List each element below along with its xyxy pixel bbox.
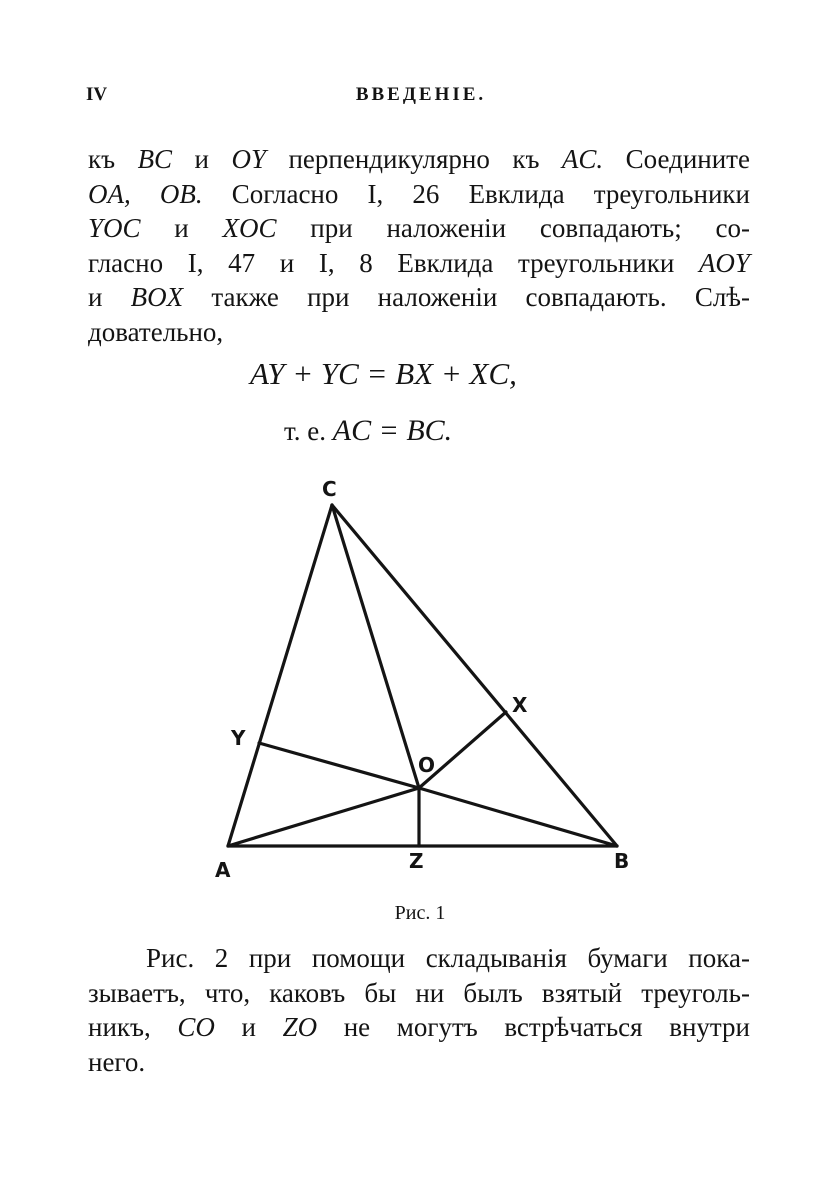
word: при	[248, 943, 292, 973]
text-line	[88, 941, 750, 976]
side-cb	[332, 505, 617, 846]
word: треугольники	[518, 247, 675, 278]
word: 47	[228, 247, 256, 278]
word: треугольники	[593, 178, 750, 209]
word: 8	[359, 247, 373, 278]
word: каковъ	[269, 977, 346, 1008]
text-line	[88, 280, 750, 315]
page-number: IV	[86, 84, 108, 105]
word: совпадають;	[539, 213, 682, 243]
word: довательно,	[88, 316, 224, 347]
word: гласно	[88, 247, 164, 278]
word: CO	[177, 1012, 215, 1042]
word: I,	[318, 247, 335, 278]
text-line	[88, 1010, 750, 1045]
word: AC.	[561, 144, 604, 174]
segment-bo	[419, 788, 617, 846]
text-line	[88, 976, 750, 1011]
paragraph-1	[88, 142, 750, 349]
running-title: ВВЕДЕНІЕ.	[355, 84, 487, 105]
word: Соедините	[625, 144, 750, 174]
word: 2	[214, 943, 229, 973]
word: и	[194, 144, 209, 174]
geometry-figure	[0, 470, 840, 890]
segment-ao	[228, 788, 419, 846]
word: OA,	[88, 178, 131, 209]
text-line	[88, 315, 750, 350]
side-ca	[228, 505, 332, 846]
word: взятый	[541, 977, 623, 1008]
label-c: C	[322, 477, 337, 501]
text-line	[88, 211, 750, 246]
word: при	[310, 213, 353, 243]
word: Слѣ-	[694, 282, 750, 312]
word: AOY	[698, 247, 750, 278]
text-line	[88, 177, 750, 212]
word: BC	[137, 144, 173, 174]
word: Евклида	[397, 247, 494, 278]
word: внутри	[669, 1012, 750, 1042]
word: I,	[367, 178, 384, 209]
word: никъ,	[88, 1012, 151, 1042]
word: 26	[412, 178, 440, 209]
text-line	[88, 246, 750, 281]
word: наложеніи	[377, 282, 498, 312]
word: OB.	[159, 178, 203, 209]
word: и	[88, 282, 103, 312]
label-a: A	[215, 858, 231, 882]
formula-expression: AC = BC.	[332, 414, 453, 447]
formula-sum-equality: AY + YC = BX + XC,	[250, 356, 517, 391]
word: и	[279, 247, 295, 278]
word: треуголь-	[641, 977, 750, 1008]
word: могутъ	[396, 1012, 478, 1042]
label-y: Y	[231, 726, 246, 750]
word: OY	[231, 144, 266, 174]
word: бы	[364, 977, 397, 1008]
word: Согласно	[231, 178, 339, 209]
word: Евклида	[468, 178, 565, 209]
formula-conclusion	[284, 414, 452, 448]
label-x: X	[512, 693, 528, 717]
word: со-	[715, 213, 750, 243]
word: Рис.	[146, 943, 195, 973]
word: зываетъ,	[88, 977, 186, 1008]
word: не	[343, 1012, 371, 1042]
word: помощи	[311, 943, 406, 973]
page-header	[86, 84, 756, 112]
word: него.	[88, 1046, 146, 1077]
word: XOC	[222, 213, 277, 243]
word: складыванія	[425, 943, 567, 973]
word: I,	[187, 247, 204, 278]
word: также	[211, 282, 279, 312]
segment-yo	[259, 743, 419, 788]
word: что,	[204, 977, 251, 1008]
formula-prefix: т. е.	[284, 416, 327, 446]
figure-caption: Рис. 1	[394, 902, 446, 924]
word: совпадають.	[525, 282, 667, 312]
label-o: O	[418, 753, 436, 777]
paragraph-2	[88, 941, 750, 1079]
word: ни	[415, 977, 445, 1008]
word: при	[307, 282, 350, 312]
word: перпендикулярно	[288, 144, 490, 174]
text-line	[88, 142, 750, 177]
label-b: B	[614, 849, 630, 873]
word: ZO	[282, 1012, 318, 1042]
word: BOX	[130, 282, 184, 312]
word: и	[241, 1012, 256, 1042]
word: пока-	[688, 943, 750, 973]
label-z: Z	[409, 849, 424, 873]
word: наложеніи	[386, 213, 507, 243]
word: бумаги	[587, 943, 668, 973]
word: YOC	[88, 213, 141, 243]
text-line	[88, 1045, 750, 1080]
word: встрѣчаться	[504, 1012, 643, 1042]
word: къ	[512, 144, 540, 174]
word: и	[174, 213, 189, 243]
word: былъ	[463, 977, 523, 1008]
word: къ	[88, 144, 116, 174]
segment-co	[332, 505, 419, 788]
